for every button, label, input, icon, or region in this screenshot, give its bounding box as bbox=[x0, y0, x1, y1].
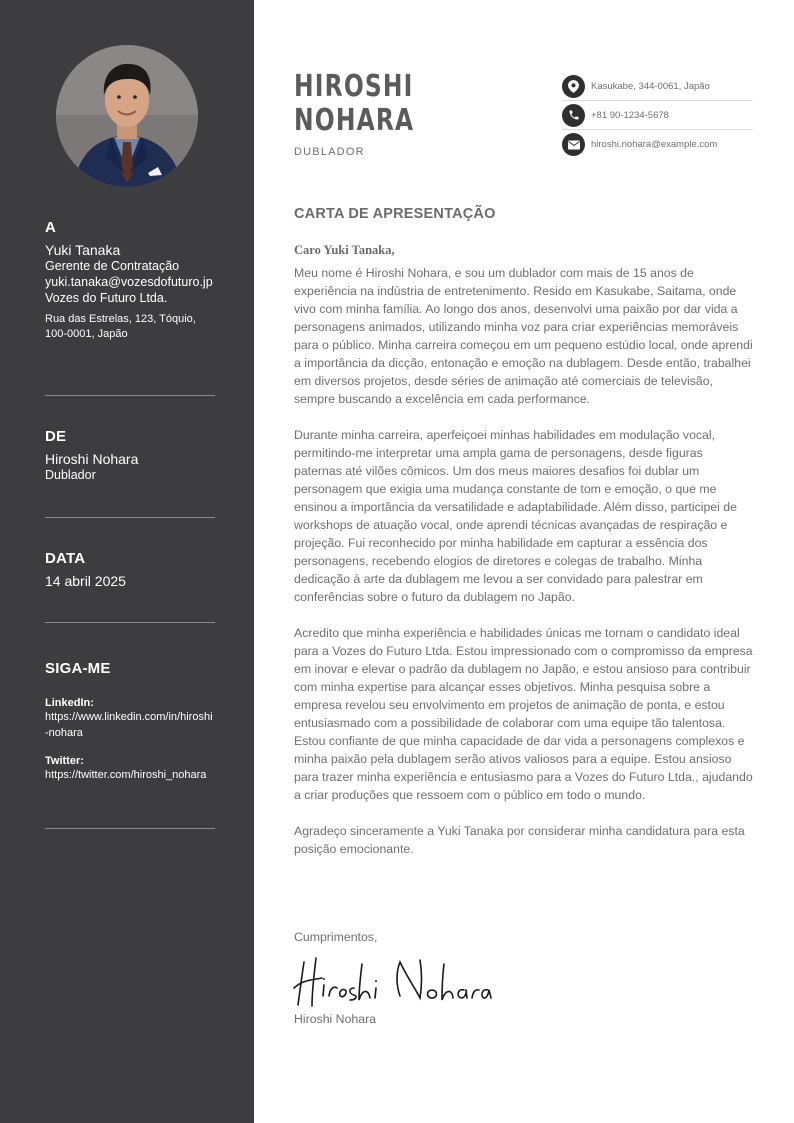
letter-title: CARTA DE APRESENTAÇÃO bbox=[294, 206, 496, 222]
recipient-email[interactable]: yuki.tanaka@vozesdofuturo.jp bbox=[45, 275, 213, 289]
recipient-name: Yuki Tanaka bbox=[45, 242, 121, 258]
letter-salutation: Caro Yuki Tanaka, bbox=[294, 243, 395, 257]
recipient-address: Rua das Estrelas, 123, Tóquio, 100-0001, Japão bbox=[45, 313, 196, 340]
contact-address: Kasukabe, 344-0061, Japão bbox=[591, 80, 710, 92]
sidebar bbox=[0, 0, 254, 1123]
sender-name: Hiroshi Nohara bbox=[45, 451, 139, 467]
letter-paragraph: Durante minha carreira, aperfeiçoei minhas habilidades em modulação vocal, permitindo-me interpretar uma ampla gama de personagens, desde figuras paternas até vilões cômicos. Um dos meus maiores desafios foi dublar um personagem que exigia uma mudança constante de tom e emoção, o que me ensinou a importância da versatilidade e adaptabilidade. Além disso, participei de workshops de atuação vocal, onde aprendi técnicas avançadas de respiração e projeção. Fui reconhecido por minha habilidade em capturar a essência dos personagens, recebendo elogios de diretores e colegas de trabalho. Minha dedicação à arte da dublagem me levou a ser convidado para palestrar em conferências sobre o futuro da dublagem no Japão. bbox=[294, 428, 737, 604]
contact-list bbox=[562, 72, 753, 159]
header-name-block bbox=[294, 70, 448, 158]
contact-email[interactable]: hiroshi.nohara@example.com bbox=[591, 139, 718, 150]
handwritten-signature bbox=[292, 950, 492, 1010]
sender-title: DE bbox=[45, 428, 67, 445]
envelope-icon bbox=[562, 133, 585, 156]
date-section bbox=[45, 550, 215, 589]
contact-phone-row bbox=[562, 101, 753, 130]
contact-address-row bbox=[562, 72, 753, 101]
signature-image bbox=[292, 950, 492, 1010]
first-name: HIROSHI bbox=[294, 69, 414, 104]
contact-phone[interactable]: +81 90-1234-5678 bbox=[591, 109, 669, 121]
letter-closing: Cumprimentos, bbox=[294, 930, 378, 944]
letter-paragraph: Agradeço sinceramente a Yuki Tanaka por considerar minha candidatura para esta posição emocionante. bbox=[294, 824, 745, 856]
recipient-company: Vozes do Futuro Ltda. bbox=[45, 291, 168, 305]
sidebar-divider bbox=[45, 395, 215, 396]
letter-body bbox=[294, 264, 754, 876]
date-title: DATA bbox=[45, 550, 86, 567]
letter-paragraph: Acredito que minha experiência e habilidades únicas me tornam o candidato ideal para a Vozes do Futuro Ltda. Estou impressionado com o compromisso da empresa em inovar e elevar o padrão da dublagem no Japão, e estou ansioso para contribuir com minha expertise para alcançar esses objetivos. Minha pesquisa sobre a empresa revelou seu envolvimento em projetos de animação de ponta, e estou entusiasmado com a possibilidade de colaborar com uma equipe tão talentosa. Estou confiante de que minha capacidade de dar vida a personagens complexos e minha paixão pela dublagem serão ativos valiosos para a equipe. Estou ansioso para trazer minha experiência e entusiasmo para a Vozes do Futuro Ltda., ajudando a criar produções que ressoem com o público em todo o mundo. bbox=[294, 626, 753, 802]
profile-photo bbox=[56, 45, 198, 187]
recipient-title: A bbox=[45, 219, 57, 236]
recipient-position: Gerente de Contratação bbox=[45, 259, 180, 273]
sidebar-divider bbox=[45, 517, 215, 518]
location-pin-icon bbox=[562, 75, 585, 98]
twitter-link[interactable]: https://twitter.com/hiroshi_nohara bbox=[45, 769, 207, 781]
signer-name: Hiroshi Nohara bbox=[294, 1012, 377, 1026]
letter-paragraph: Meu nome é Hiroshi Nohara, e sou um dublador com mais de 15 anos de experiência na indústria de entretenimento. Resido em Kasukabe, Saitama, onde vivo com minha família. Ao longo dos anos, desenvolvi uma paixão por dar vida a personagens animados, utilizando minha voz para criar experiências memoráveis para o público. Minha carreira começou em um pequeno estúdio local, onde aprendi a importância da dicção, entonação e emoção na dublagem. Desde então, trabalhei em diversos projetos, desde séries de animação até comerciais de televisão, sempre buscando a excelência em cada performance. bbox=[294, 266, 753, 406]
follow-title: SIGA-ME bbox=[45, 660, 111, 677]
sidebar-divider bbox=[45, 622, 215, 623]
date-value: 14 abril 2025 bbox=[45, 573, 126, 589]
last-name: NOHARA bbox=[294, 103, 415, 138]
twitter-label: Twitter: bbox=[45, 755, 84, 767]
sidebar-divider bbox=[45, 828, 215, 829]
header-role: DUBLADOR bbox=[294, 146, 365, 158]
linkedin-link[interactable]: https://www.linkedin.com/in/hiroshi-nohara bbox=[45, 711, 213, 739]
recipient-section bbox=[45, 219, 215, 342]
follow-section bbox=[45, 660, 215, 783]
sender-section bbox=[45, 428, 215, 483]
sender-role: Dublador bbox=[45, 468, 96, 482]
profile-photo-illustration bbox=[56, 45, 198, 187]
contact-email-row bbox=[562, 130, 753, 159]
phone-icon bbox=[562, 104, 585, 127]
linkedin-label: LinkedIn: bbox=[45, 697, 94, 709]
